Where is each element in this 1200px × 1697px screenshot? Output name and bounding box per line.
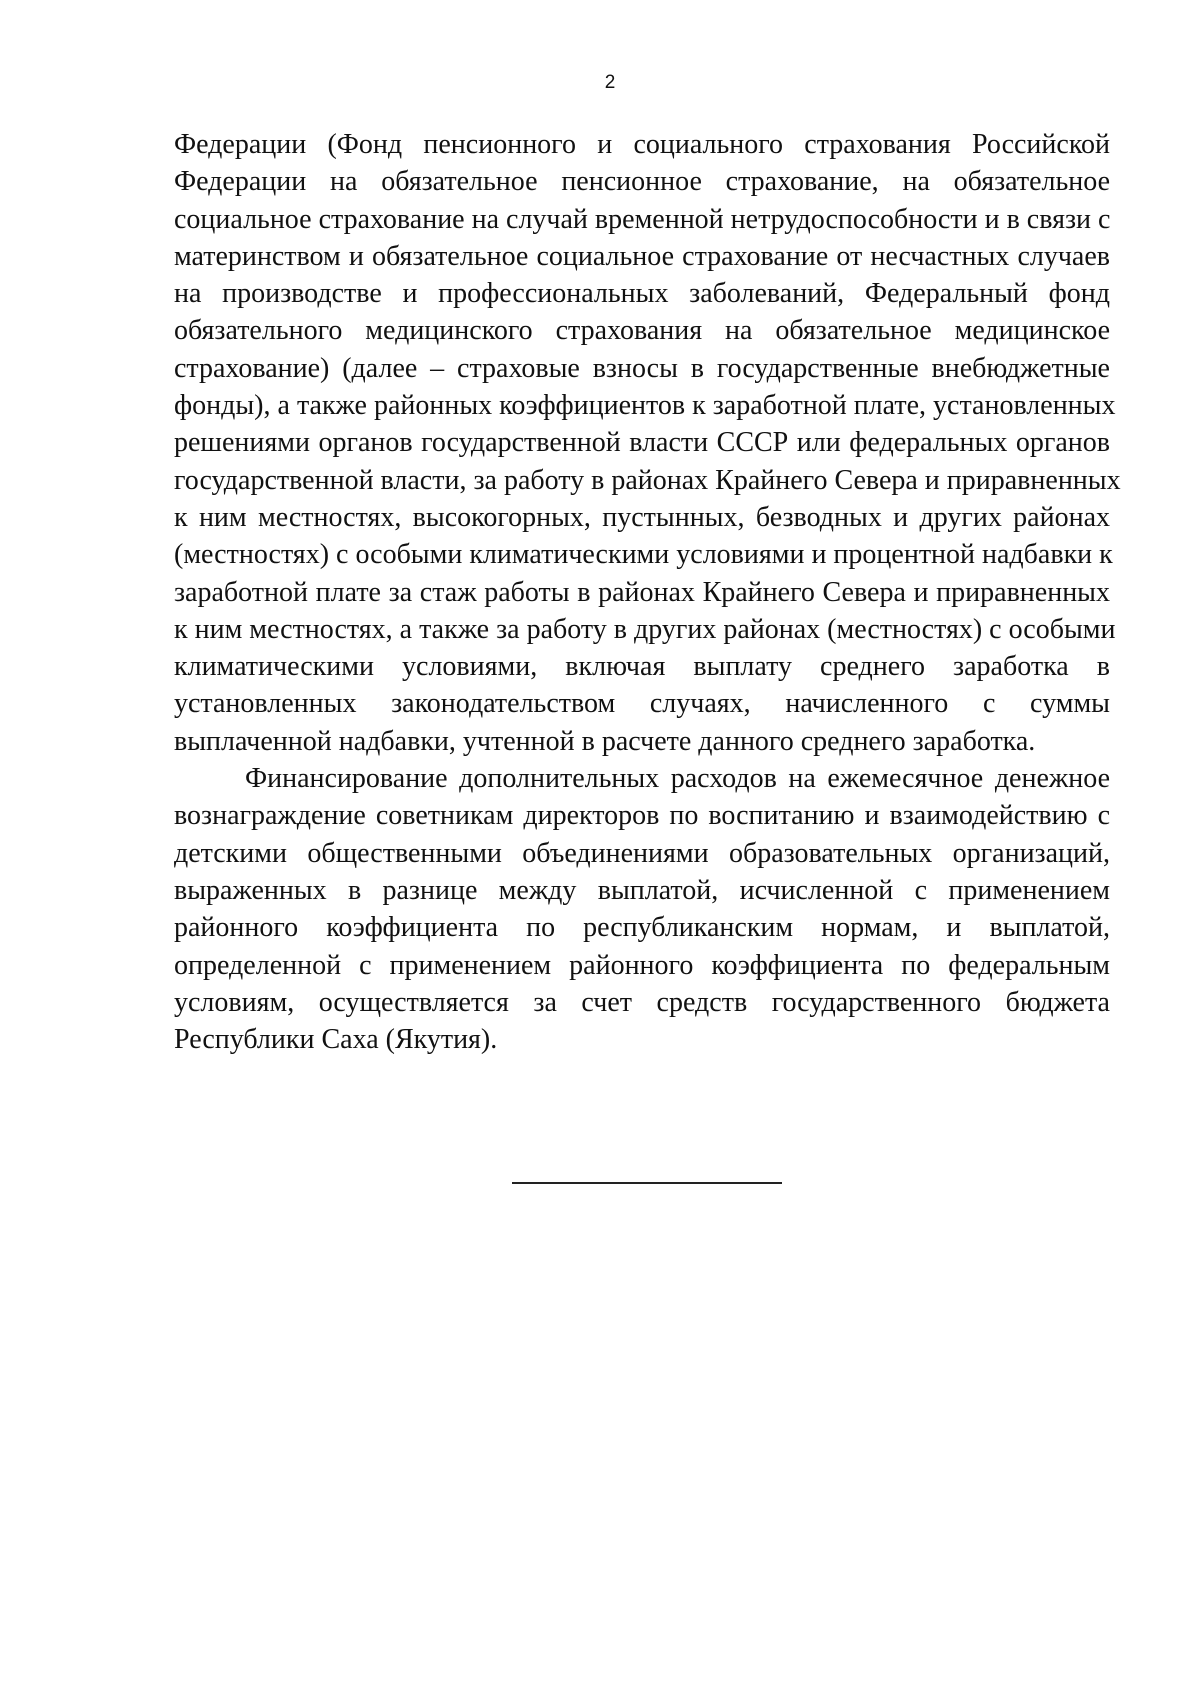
text-line: к ним местностях, высокогорных, пустынных, безводных и других районах: [174, 501, 1110, 533]
text-line: обязательного медицинского страхования на обязательное медицинское: [174, 315, 1110, 347]
end-of-document-rule: [512, 1182, 782, 1184]
text-line: Республики Саха (Якутия).: [174, 1024, 498, 1056]
text-line: вознаграждение советникам директоров по воспитанию и взаимодействию с: [174, 800, 1110, 832]
text-line: решениями органов государственной власти СССР или федеральных органов: [174, 427, 1110, 459]
text-line: условиям, осуществляется за счет средств государственного бюджета: [174, 986, 1110, 1018]
paragraph-2: [174, 760, 1110, 1058]
text-line: к ним местностях, а также за работу в других районах (местностях) с особыми: [174, 613, 1116, 645]
text-line: государственной власти, за работу в районах Крайнего Севера и приравненных: [174, 464, 1121, 496]
text-line: социальное страхование на случай временной нетрудоспособности и в связи с: [174, 203, 1111, 235]
text-line: Финансирование дополнительных расходов на ежемесячное денежное: [245, 763, 1110, 795]
document-body: [174, 126, 1121, 1058]
text-line: климатическими условиями, включая выплату среднего заработка в: [174, 651, 1110, 683]
text-line: выраженных в разнице между выплатой, исчисленной с применением: [174, 874, 1110, 906]
text-line: (местностях) с особыми климатическими условиями и процентной надбавки к: [174, 539, 1113, 571]
text-line: выплаченной надбавки, учтенной в расчете данного среднего заработка.: [174, 725, 1036, 757]
text-line: Федерации на обязательное пенсионное страхование, на обязательное: [174, 166, 1110, 198]
text-line: заработной плате за стаж работы в районах Крайнего Севера и приравненных: [174, 576, 1110, 608]
text-line: определенной с применением районного коэффициента по федеральным: [174, 949, 1110, 981]
text-line: на производстве и профессиональных заболеваний, Федеральный фонд: [174, 278, 1110, 310]
page-number: 2: [604, 72, 616, 93]
paragraph-1: [174, 126, 1121, 760]
text-line: страхование) (далее – страховые взносы в государственные внебюджетные: [174, 352, 1110, 384]
text-line: установленных законодательством случаях, начисленного с суммы: [174, 688, 1110, 720]
text-line: Федерации (Фонд пенсионного и социального страхования Российской: [174, 129, 1110, 160]
text-line: материнством и обязательное социальное страхование от несчастных случаев: [174, 240, 1110, 272]
text-line: районного коэффициента по республиканским нормам, и выплатой,: [174, 912, 1110, 944]
text-line: детскими общественными объединениями образовательных организаций,: [174, 837, 1110, 869]
text-line: фонды), а также районных коэффициентов к заработной плате, установленных: [174, 390, 1116, 422]
